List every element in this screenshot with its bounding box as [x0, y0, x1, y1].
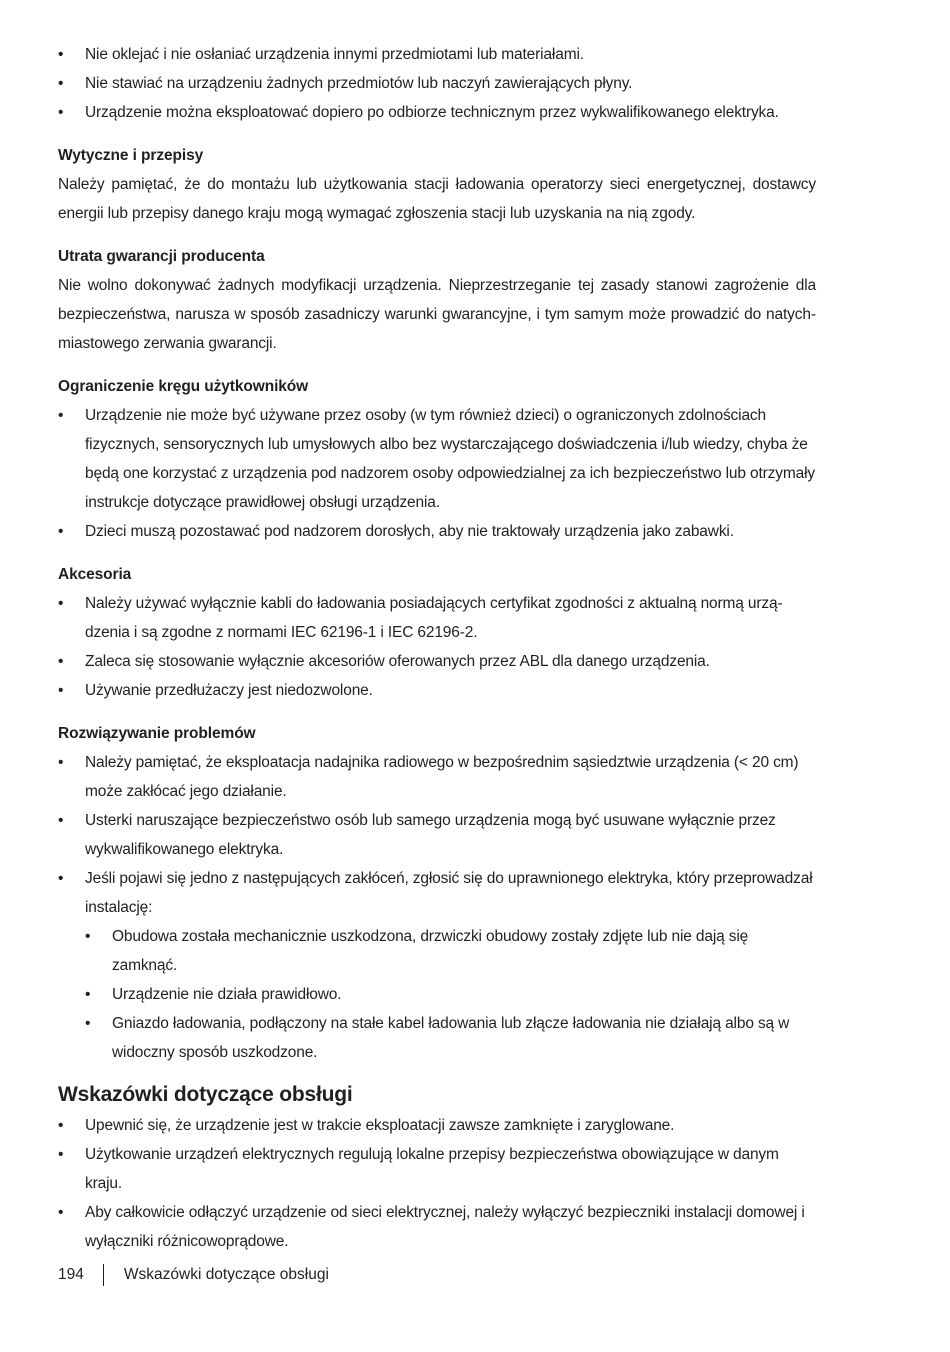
troubleshooting-sub-list [85, 922, 816, 1067]
accessories-heading: Akcesoria [58, 566, 132, 583]
list-item: • Obudowa została mechanicznie uszkodzona, drzwiczki obudowy zostały zdjęte lub nie dają się zamknąć. [85, 922, 816, 980]
bullet-icon: • [58, 653, 64, 670]
users-heading: Ograniczenie kręgu użytkowników [58, 378, 309, 395]
intro-bullet-list [58, 40, 816, 127]
bullet-icon: • [58, 812, 64, 829]
bullet-icon: • [58, 682, 64, 699]
page-content [58, 40, 816, 1256]
list-item: • Aby całkowicie odłączyć urządzenie od sieci elektrycznej, należy wyłączyć bezpieczniki instalacji domowej i wyłączniki różnicowoprądowe. [58, 1198, 816, 1256]
list-item: • Używanie przedłużaczy jest niedozwolone. [58, 676, 816, 705]
guidelines-heading: Wytyczne i przepisy [58, 147, 204, 164]
list-item: • Urządzenie nie może być używane przez osoby (w tym również dzieci) o ograniczonych zdolnościach fizycznych, sensorycznych lub umysłowych albo bez wystarczającego doświadczenia i/lub wiedzy, chyba że będą one korzystać z urządzenia pod nadzorem osoby odpowiedzialnej za ich bezpieczeństwo lub otrzymały instrukcje dotyczące prawidłowej obsługi urządzenia. [58, 401, 816, 517]
list-item: • Zaleca się stosowanie wyłącznie akcesoriów oferowanych przez ABL dla danego urządzenia. [58, 647, 816, 676]
list-item: • Należy pamiętać, że eksploatacja nadajnika radiowego w bezpośrednim sąsiedztwie urządzenia (< 20 cm) może zakłócać jego działanie. [58, 748, 816, 806]
bullet-icon: • [58, 75, 64, 92]
bullet-icon: • [58, 407, 64, 424]
operation-heading: Wskazówki dotyczące obsługi [58, 1083, 353, 1106]
list-item: • Dzieci muszą pozostawać pod nadzorem dorosłych, aby nie traktowały urządzenia jako zabawki. [58, 517, 816, 546]
bullet-icon: • [58, 754, 64, 771]
list-item: • Nie stawiać na urządzeniu żadnych przedmiotów lub naczyń zawierających płyny. [58, 69, 816, 98]
page-number: 194 [58, 1266, 84, 1283]
list-item: • Urządzenie nie działa prawidłowo. [85, 980, 816, 1009]
warranty-heading: Utrata gwarancji producenta [58, 248, 265, 265]
users-bullet-list [58, 401, 816, 546]
list-item: • Należy używać wyłącznie kabli do ładowania posiadających certyfikat zgodności z aktualną normą urządzenia i są zgodne z normami IEC 62196-1 i IEC 62196-2. [58, 589, 816, 647]
list-item: • Urządzenie można eksploatować dopiero po odbiorze technicznym przez wykwalifikowanego elektryka. [58, 98, 816, 127]
list-item: • Upewnić się, że urządzenie jest w trakcie eksploatacji zawsze zamknięte i zaryglowane. [58, 1111, 816, 1140]
bullet-icon: • [58, 870, 64, 887]
troubleshooting-bullet-list [58, 748, 816, 1067]
operation-bullet-list [58, 1111, 816, 1256]
troubleshooting-heading: Rozwiązywanie problemów [58, 725, 256, 742]
list-item: • Usterki naruszające bezpieczeństwo osób lub samego urządzenia mogą być usuwane wyłącznie przez wykwalifikowanego elektryka. [58, 806, 816, 864]
guidelines-text: Należy pamiętać, że do montażu lub użytkowania stacji ładowania operatorzy sieci energetycznej, dostawcy energii lub przepisy danego kraju mogą wymagać zgłoszenia stacji lub uzyskania na nią zgody. [58, 176, 816, 222]
accessories-bullet-list [58, 589, 816, 705]
list-item: • Gniazdo ładowania, podłączony na stałe kabel ładowania lub złącze ładowania nie działają albo są w widoczny sposób uszkodzone. [85, 1009, 816, 1067]
footer-divider [103, 1264, 104, 1286]
page-footer [58, 1262, 329, 1288]
bullet-icon: • [85, 986, 91, 1003]
bullet-icon: • [58, 46, 64, 63]
bullet-icon: • [85, 1015, 91, 1032]
list-item: • Nie oklejać i nie osłaniać urządzenia innymi przedmiotami lub materiałami. [58, 40, 816, 69]
list-item: • Jeśli pojawi się jedno z następujących zakłóceń, zgłosić się do uprawnionego elektryka, który przeprowadzał instalację: • Obudowa została mechanicznie uszkodzona, drzwiczki obudowy zostały zdjęte lub nie dają się zamknąć. • Urządzenie nie działa prawidłowo. • Gniazdo ładowania, podłączony na stałe kabel ładowania lub złącze ładowania nie działają albo są w widoczny sposób uszkodzone. [58, 864, 816, 1067]
bullet-icon: • [58, 595, 64, 612]
bullet-icon: • [58, 104, 64, 121]
bullet-icon: • [58, 1146, 64, 1163]
bullet-icon: • [85, 928, 91, 945]
bullet-icon: • [58, 523, 64, 540]
bullet-icon: • [58, 1204, 64, 1221]
list-item: • Użytkowanie urządzeń elektrycznych regulują lokalne przepisy bezpieczeństwa obowiązujące w danym kraju. [58, 1140, 816, 1198]
bullet-icon: • [58, 1117, 64, 1134]
warranty-text: Nie wolno dokonywać żadnych modyfikacji urządzenia. Nieprzestrzeganie tej zasady stanowi zagrożenie dla bezpieczeństwa, narusza w sposób zasadniczy warunki gwarancyjne, i tym samym może prowadzić do natychmiastowego zerwania gwarancji. [58, 277, 816, 352]
footer-section-title: Wskazówki dotyczące obsługi [123, 1266, 329, 1283]
